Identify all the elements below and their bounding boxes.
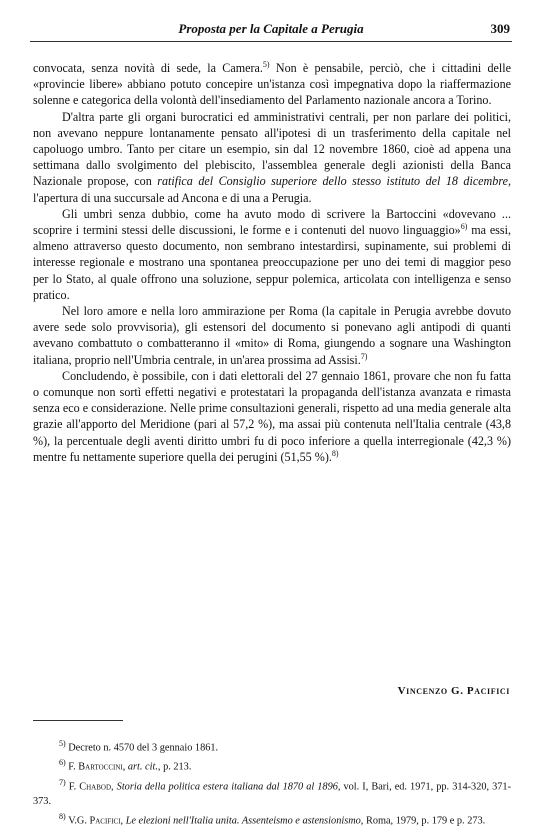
paragraph-1	[33, 60, 511, 109]
paragraph-5-text-a: Concludendo, è possibile, con i dati elettorali del 27 gennaio 1861, provare che non fu fatta o comunque non sortì effetti negativi e protestatari la propaganda dell'istanza avanzata e rimasta senza eco e considerazione. Nelle prime consultazioni generali, rispetto ad una media generale alta grazie all'apporto del Meridione (pari al 57,2 %), ma assai più contenuta nell'Italia centrale (43,8 %), la percentuale degli aventi diritto umbri fu di poco inferiore a quella interregionale (42,3 %) mentre fu nettamente superiore quella dei perugini (51,55 %).	[33, 368, 511, 464]
footnote-text: Decreto n. 4570 del 3 gennaio 1861.	[68, 742, 219, 754]
paragraph-2	[33, 109, 511, 206]
footnote-ref-8[interactable]: 8)	[331, 448, 339, 458]
paragraph-1-text-b: Non è pensabile, perciò, che i cittadini delle «provincie libere» abbiano potuto concepire un'istanza così impegnativa dopo la riaffermazione solenne e categorica della volontà dell'insediamento del Parlamento nazionale ancora a Torino.	[33, 61, 512, 108]
footnote-text: ,	[122, 761, 128, 773]
footnote-text: F. Chabod	[68, 781, 112, 793]
footnote-ref-7[interactable]: 7)	[360, 351, 368, 361]
footnote-number: 7)	[59, 777, 66, 787]
paragraph-2-text-b: , l'apertura di una succursale ad Ancona e di una a Perugia.	[33, 174, 511, 205]
paragraph-2-text-a: D'altra parte gli organi burocratici ed amministrativi centrali, per non parlare dei politici, non avevano neppure lontanamente pensato all'ipotesi di un trasferimento della capitale nel capoluogo umbro. Tanto per citare un esempio, sin dal 12 novembre 1860, cioè ad appena una settimana dallo svolgimento del plebiscito, l'assemblea generale degli azionisti della Banca Nazionale propose, con	[33, 109, 511, 189]
footnote-number: 5)	[59, 739, 66, 748]
footnote-text: Storia della politica estera italiana dal 1870 al 1896	[116, 781, 338, 793]
footnote-ref-5[interactable]: 5)	[262, 59, 270, 69]
footnote-number: 8)	[59, 812, 66, 822]
paragraph-5	[33, 368, 511, 465]
footnote-text: , vol. I, Bari, ed. 1971, pp. 314-320, 371-373.	[33, 781, 512, 808]
paragraph-2-italic: ratifica del Consiglio superiore dello stesso istituto del 18 dicembre	[157, 174, 508, 189]
paragraph-3	[33, 206, 511, 303]
paragraph-4	[33, 303, 511, 368]
paragraph-4-text-a: Nel loro amore e nella loro ammirazione per Roma (la capitale in Perugia avrebbe dovuto avere sede solo provvisoria), gli estensori del documento si ponevano agli antipodi di quanti avevano combattuto o combatteranno il «mito» di Roma, giungendo a sognare una Washington italiana, proprio nell'Umbria centrale, in un'area prossima ad Assisi.	[33, 304, 511, 367]
body-text	[33, 60, 511, 465]
footnote	[33, 809, 511, 828]
paragraph-1-text-a: convocata, senza novità di sede, la Camera.	[33, 61, 263, 75]
paragraph-3-text-a: Gli umbri senza dubbio, come ha avuto modo di scrivere la Bartoccini «dovevano ... scoprire i termini stessi delle discussioni, le forme e i contenuti del nuovo linguaggio»	[33, 206, 511, 238]
footnote-text: ,	[120, 815, 126, 827]
footnote-text: , Roma, 1979, p. 179 e p. 273.	[360, 815, 486, 827]
running-header	[30, 19, 512, 42]
footnote	[33, 736, 511, 755]
footnote-ref-6[interactable]: 6)	[460, 222, 468, 231]
running-title: Proposta per la Capitale a Perugia	[178, 21, 364, 36]
footnote-text: V.G. Pacifici	[68, 815, 121, 827]
footnote-text: ,	[111, 781, 117, 793]
footnote-text: F. Bartoccini	[68, 761, 123, 773]
footnote	[33, 755, 511, 774]
footnote-divider	[33, 720, 123, 721]
footnote-text: , p. 213.	[157, 761, 192, 773]
footnote	[33, 775, 511, 809]
author-signature: Vincenzo G. Pacifici	[397, 685, 510, 697]
paragraph-3-text-b: ma essi, almeno attraverso questo documento, non sembrano intestardirsi, supinamente, sui problemi di interesse regionale e mostrano una spontanea preoccupazione per uno dei temi di maggior peso per lo Stato, al quale offrono una soluzione, seppur polemica, articolata con intelligenza e senso pratico.	[33, 223, 511, 302]
footnote-text: art. cit.	[127, 761, 158, 773]
footnote-number: 6)	[59, 758, 66, 768]
footnote-text: Le elezioni nell'Italia unita. Assenteismo e astensionismo	[125, 815, 361, 827]
footnotes	[33, 736, 511, 829]
page-number: 309	[490, 21, 510, 36]
